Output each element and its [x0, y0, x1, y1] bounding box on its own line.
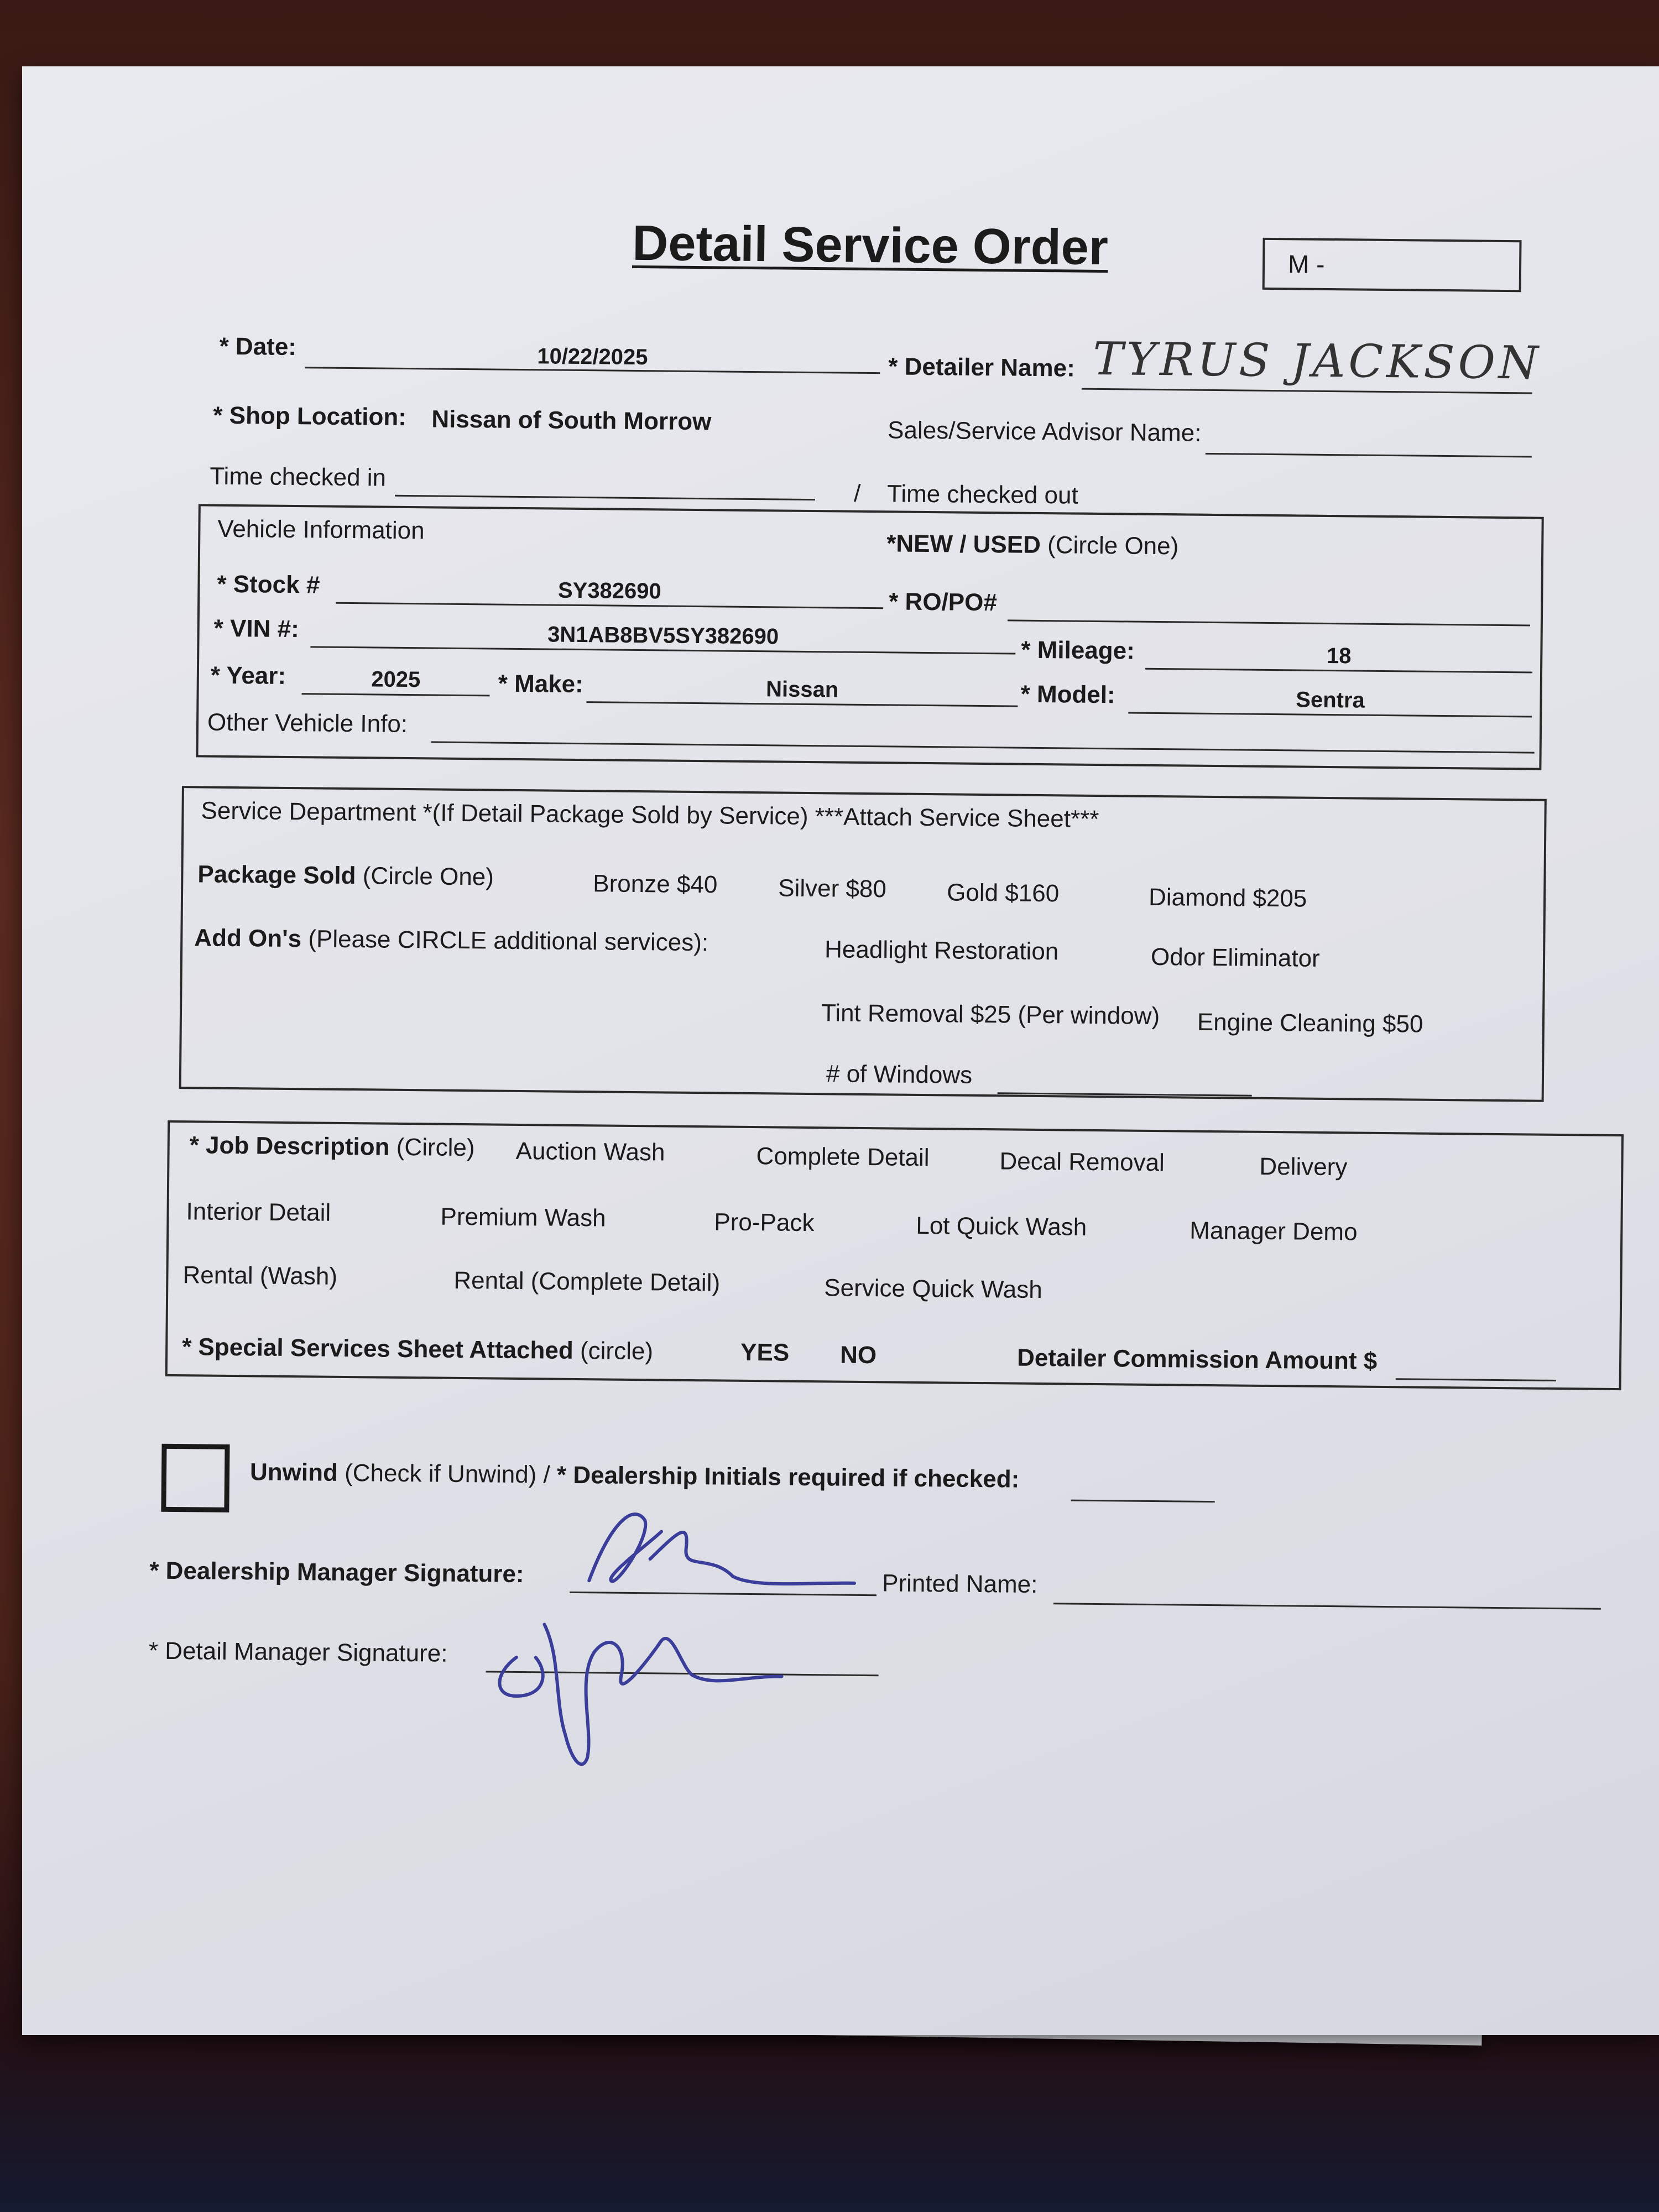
form-sheet — [22, 66, 1659, 2035]
unwind-text: Unwind — [249, 1458, 338, 1486]
stock-value: SY382690 — [557, 578, 662, 604]
package-sold-text: Package Sold — [197, 860, 356, 890]
unwind-hint: (Check if Unwind) / — [344, 1459, 557, 1489]
add-on-option[interactable]: Headlight Restoration — [824, 936, 1059, 966]
vehicle-info-label: Vehicle Information — [217, 515, 425, 545]
other-vehicle-info-label: Other Vehicle Info: — [207, 708, 408, 738]
ro-po-label: * RO/PO# — [888, 588, 998, 617]
shop-location-label: * Shop Location: — [213, 401, 407, 431]
job-option[interactable]: Lot Quick Wash — [916, 1212, 1087, 1241]
mileage-label: * Mileage: — [1021, 636, 1135, 665]
special-yes-option[interactable]: YES — [740, 1338, 790, 1366]
special-services-text: * Special Services Sheet Attached — [181, 1333, 574, 1364]
new-used-label[interactable] — [886, 530, 1179, 560]
job-option[interactable]: Rental (Complete Detail) — [453, 1266, 721, 1297]
add-on-option[interactable]: Tint Removal $25 (Per window) — [821, 999, 1160, 1030]
job-option[interactable]: Premium Wash — [440, 1203, 606, 1232]
unwind-checkbox[interactable] — [161, 1444, 229, 1512]
advisor-label: Sales/Service Advisor Name: — [887, 416, 1202, 447]
job-option[interactable]: Delivery — [1259, 1152, 1348, 1181]
add-on-option[interactable]: Odor Eliminator — [1150, 943, 1320, 972]
detailer-name-label: * Detailer Name: — [888, 353, 1075, 382]
windows-label: # of Windows — [826, 1060, 973, 1089]
package-sold-label — [197, 860, 494, 891]
job-option[interactable]: Manager Demo — [1190, 1217, 1358, 1246]
vin-label: * VIN #: — [213, 614, 299, 643]
add-ons-hint: (Please CIRCLE additional services): — [308, 925, 709, 957]
job-option[interactable]: Interior Detail — [186, 1198, 331, 1227]
job-option[interactable]: Complete Detail — [756, 1142, 930, 1172]
new-used-hint: (Circle One) — [1047, 531, 1179, 560]
package-option[interactable]: Bronze $40 — [593, 870, 718, 899]
job-option[interactable]: Pro-Pack — [714, 1208, 815, 1237]
mileage-value: 18 — [1326, 643, 1352, 669]
printed-name-line[interactable] — [1053, 1603, 1601, 1610]
commission-label: Detailer Commission Amount $ — [1016, 1344, 1378, 1375]
dealership-signature-label: * Dealership Manager Signature: — [149, 1557, 524, 1588]
job-description-label — [189, 1131, 474, 1162]
vin-value: 3N1AB8BV5SY382690 — [547, 622, 779, 649]
time-separator: / — [853, 479, 861, 507]
form-number-prefix: M - — [1287, 249, 1325, 279]
special-services-label — [182, 1333, 653, 1365]
unwind-initials-required: * Dealership Initials required if checked: — [556, 1461, 1020, 1493]
time-in-line[interactable] — [395, 495, 815, 500]
form-title: Detail Service Order — [632, 215, 1109, 276]
year-label: * Year: — [210, 661, 286, 690]
package-option[interactable]: Diamond $205 — [1148, 883, 1307, 912]
time-out-label: Time checked out — [886, 480, 1078, 509]
form-content — [104, 149, 1593, 1988]
time-in-label: Time checked in — [210, 462, 387, 492]
package-option[interactable]: Silver $80 — [778, 874, 887, 903]
job-option[interactable]: Rental (Wash) — [182, 1261, 338, 1290]
printed-name-label: Printed Name: — [881, 1569, 1038, 1599]
advisor-line[interactable] — [1206, 453, 1532, 458]
detailer-name-handwritten: TYRUS JACKSON — [1092, 332, 1542, 390]
make-value: Nissan — [765, 677, 839, 702]
date-label: * Date: — [219, 332, 297, 361]
package-option[interactable]: Gold $160 — [946, 879, 1060, 907]
detail-signature-label: * Detail Manager Signature: — [148, 1637, 448, 1667]
service-header: Service Department *(If Detail Package Sold by Service) ***Attach Service Sheet*** — [201, 797, 1099, 833]
make-label: * Make: — [498, 670, 584, 698]
new-used-text: *NEW / USED — [886, 530, 1041, 559]
job-description-hint: (Circle) — [396, 1133, 475, 1162]
package-sold-hint: (Circle One) — [362, 862, 494, 891]
form-number-box[interactable] — [1262, 238, 1522, 292]
special-no-option[interactable]: NO — [839, 1341, 877, 1369]
special-services-hint: (circle) — [580, 1337, 654, 1365]
detail-signature-scribble — [482, 1590, 794, 1792]
year-value: 2025 — [371, 667, 421, 692]
unwind-initials-line[interactable] — [1071, 1500, 1215, 1503]
stock-label: * Stock # — [217, 570, 320, 599]
model-label: * Model: — [1020, 680, 1115, 709]
job-description-text: * Job Description — [189, 1131, 390, 1161]
unwind-label — [250, 1458, 1020, 1493]
date-value: 10/22/2025 — [537, 344, 648, 370]
add-ons-label — [194, 924, 708, 957]
add-ons-text: Add On's — [194, 924, 302, 953]
model-value: Sentra — [1296, 687, 1365, 713]
job-option[interactable]: Service Quick Wash — [824, 1274, 1042, 1304]
add-on-option[interactable]: Engine Cleaning $50 — [1197, 1008, 1423, 1038]
shop-location-value: Nissan of South Morrow — [431, 405, 712, 436]
job-option[interactable]: Decal Removal — [999, 1147, 1165, 1177]
job-option[interactable]: Auction Wash — [515, 1137, 665, 1166]
